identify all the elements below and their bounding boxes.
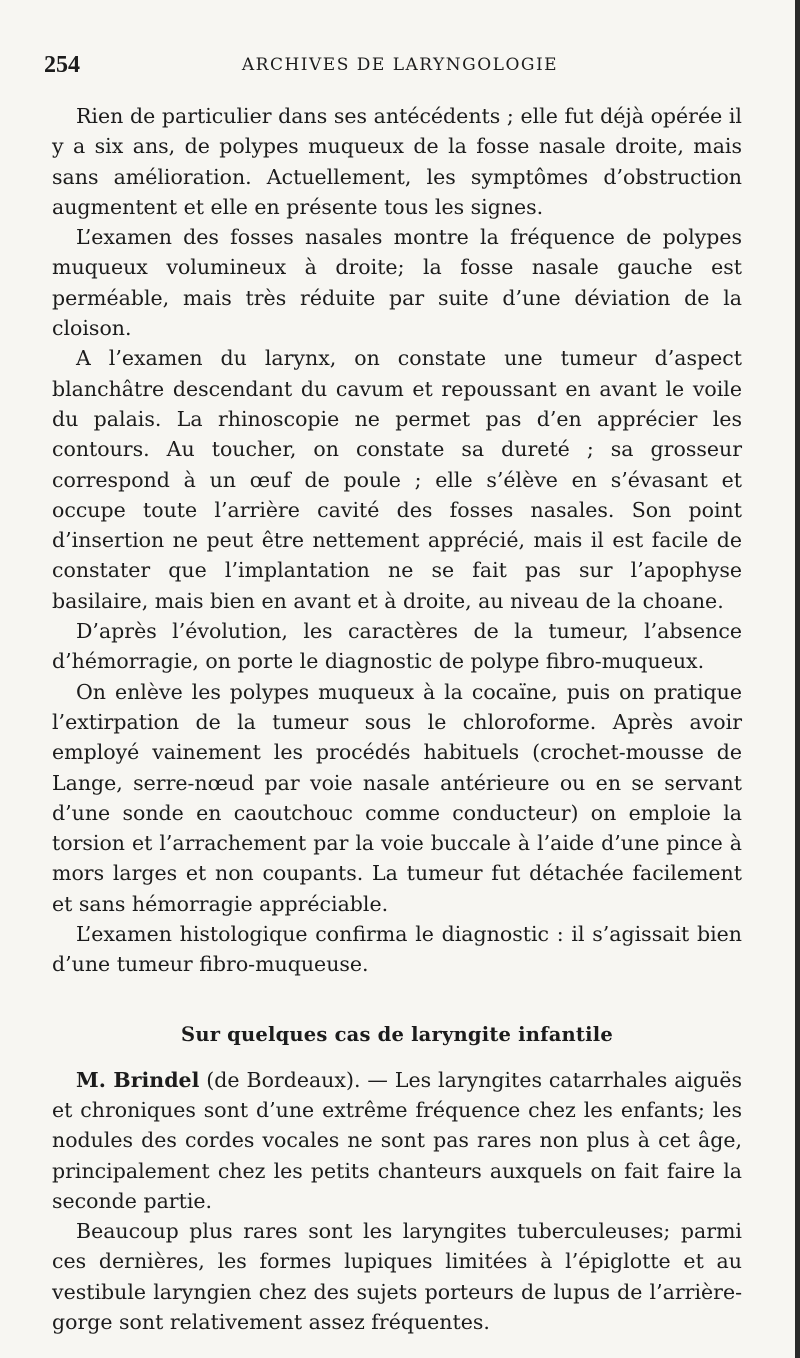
section-heading: Sur quelques cas de laryngite infantile: [181, 1022, 613, 1046]
paragraph-operation: On enlève les polypes muqueux à la cocaïne, puis on pratique l’extirpation de la tumeur sous le chloroforme. Après avoir employé vainement les procédés habituels (crochet-mousse de Lange, serre-nœud par voie nasale antérieure ou en se servant d’une sonde en caoutchouc comme conducteur) on emploie la torsion et l’arrachement par la voie buccale à l’aide d’une pince à mors larges et non coupants. La tumeur fut détachée facilement et sans hémorragie appréciable.: [52, 679, 742, 916]
paragraph-tuberculous: Beaucoup plus rares sont les laryngites tuberculeuses; parmi ces dernières, les formes lupiques limitées à l’épiglotte et au vestibule laryngien chez des sujets porteurs de lupus de l’arrière-gorge sont relativement assez fréquentes.: [52, 1219, 742, 1334]
paragraph-histology: L’examen histologique confirma le diagnostic : il s’agissait bien d’une tumeur fibro-muqueuse.: [52, 922, 742, 977]
paragraph-nasal-exam: L’examen des fosses nasales montre la fréquence de polypes muqueux volumineux à droite; la fosse nasale gauche est perméable, mais très réduite par suite d’une déviation de la cloison.: [52, 225, 742, 341]
running-head: [0, 52, 800, 86]
paragraph-diagnosis: D’après l’évolution, les caractères de la tumeur, l’absence d’hémorragie, on porte le diagnostic de polype fibro-muqueux.: [52, 619, 742, 674]
paragraph-section-intro-text: (de Bordeaux). — Les laryngites catarrhales aiguës et chroniques sont d’une extrême fréquence chez les enfants; les nodules des cordes vocales ne sont pas rares non plus à cet âge, principalement chez les petits chanteurs auxquels on fait faire la seconde partie.: [52, 1067, 742, 1213]
paragraph-larynx-exam: A l’examen du larynx, on constate une tumeur d’aspect blanchâtre descendant du cavum et repoussant en avant le voile du palais. La rhinoscopie ne permet pas d’en apprécier les contours. Au toucher, on constate sa dureté ; sa grosseur correspond à un œuf de poule ; elle s’élève en s’évasant et occupe toute l’arrière cavité des fosses nasales. Son point d’insertion ne peut être nettement apprécié, mais il est facile de constater que l’implantation ne se fait pas sur l’apophyse basilaire, mais bien en avant et à droite, au niveau de la choane.: [52, 346, 742, 613]
page-number: 254: [44, 52, 80, 78]
paragraph-section-intro: [52, 1065, 742, 1216]
author-name: M. Brindel: [76, 1067, 200, 1092]
paragraph-antecedents: Rien de particulier dans ses antécédents ; elle fut déjà opérée il y a six ans, de polypes muqueux de la fosse nasale droite, mais sans amélioration. Actuellement, les symptômes d’obstruction augmentent et elle en présente tous les signes.: [52, 104, 742, 219]
journal-title: ARCHIVES DE LARYNGOLOGIE: [241, 55, 559, 75]
page-edge-shadow: [795, 0, 800, 1358]
body-text: [52, 101, 742, 1337]
